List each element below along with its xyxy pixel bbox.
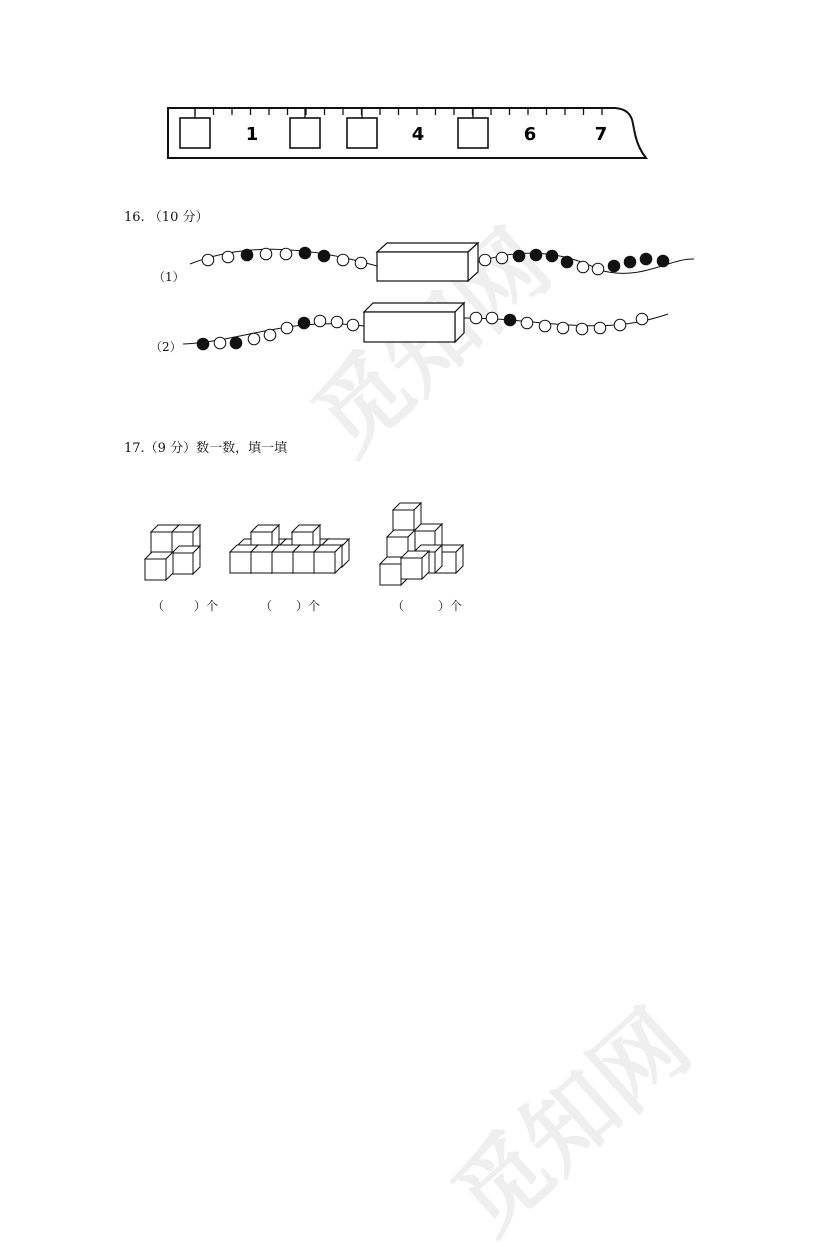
watermark-bottom: 觅知网 <box>433 990 711 1255</box>
cube-figures <box>0 0 830 600</box>
answer-open-paren: （ <box>260 599 273 613</box>
answer-close-paren: ）个 <box>194 599 219 613</box>
q17-answer-2[interactable] <box>260 597 320 614</box>
q17-answer-1[interactable] <box>152 597 218 614</box>
answer-close-paren: ）个 <box>296 599 321 613</box>
ruler-number: 7 <box>594 124 608 145</box>
answer-close-paren: ）个 <box>438 599 463 613</box>
q16-title: 16. （10 分） <box>124 210 209 225</box>
answer-open-paren: （ <box>392 599 405 613</box>
ruler-number: 4 <box>411 124 425 145</box>
q17-title: 17.（9 分）数一数，填一填 <box>124 441 288 456</box>
ruler-number: 1 <box>245 124 259 145</box>
q17-answer-3[interactable] <box>392 597 462 614</box>
ruler-number: 6 <box>523 124 537 145</box>
q16-row2-label: （2） <box>150 340 182 354</box>
q16-row1-label: （1） <box>153 270 185 284</box>
answer-open-paren: （ <box>152 599 165 613</box>
